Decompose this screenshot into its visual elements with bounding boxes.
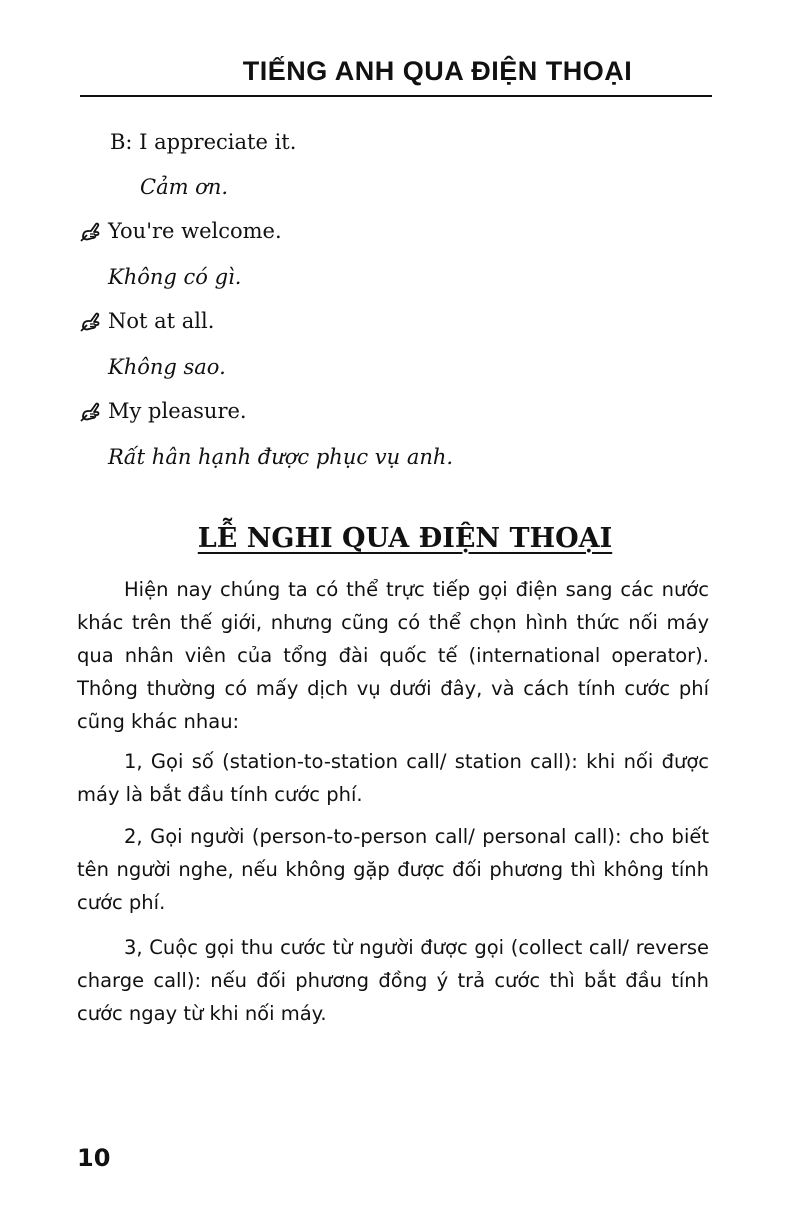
dialogue-english: B: I appreciate it.	[110, 130, 297, 154]
dialogue-english: You're welcome.	[108, 219, 282, 243]
pointing-hand-icon	[78, 220, 102, 244]
paragraph-item-1: 1, Gọi số (station-to-station call/ station call): khi nối được máy là bắt đầu tính cước phí.	[77, 750, 709, 806]
section-heading	[0, 523, 800, 554]
dialogue-vietnamese: Cảm ơn.	[140, 175, 229, 199]
dialogue-vietnamese: Không sao.	[108, 355, 226, 379]
paragraph-item-2: 2, Gọi người (person-to-person call/ personal call): cho biết tên người nghe, nếu không gặp được đối phương thì không tính cước phí.	[77, 825, 709, 914]
pointing-hand-icon	[78, 400, 102, 424]
dialogue-vietnamese: Không có gì.	[108, 265, 242, 289]
paragraph-intro: Hiện nay chúng ta có thể trực tiếp gọi điện sang các nước khác trên thế giới, nhưng cũng có thể chọn hình thức nối máy qua nhân viên của tổng đài quốc tế (international operator). Thông thường có mấy dịch vụ dưới đây, và cách tính cước phí cũng khác nhau:	[77, 578, 709, 733]
running-header-title: TIẾNG ANH QUA ĐIỆN THOẠI	[242, 56, 633, 86]
dialogue-vietnamese: Rất hân hạnh được phục vụ anh.	[108, 445, 454, 469]
pointing-hand-icon	[78, 310, 102, 334]
dialogue-english: Not at all.	[108, 309, 215, 333]
header-rule	[80, 95, 712, 97]
paragraph-item-3: 3, Cuộc gọi thu cước từ người được gọi (collect call/ reverse charge call): nếu đối phương đồng ý trả cước thì bắt đầu tính cước ngay từ khi nối máy.	[77, 936, 709, 1025]
dialogue-english: My pleasure.	[108, 399, 247, 423]
page-number: 10	[77, 1144, 111, 1172]
section-heading-text: LỄ NGHI QUA ĐIỆN THOẠI	[197, 523, 613, 554]
